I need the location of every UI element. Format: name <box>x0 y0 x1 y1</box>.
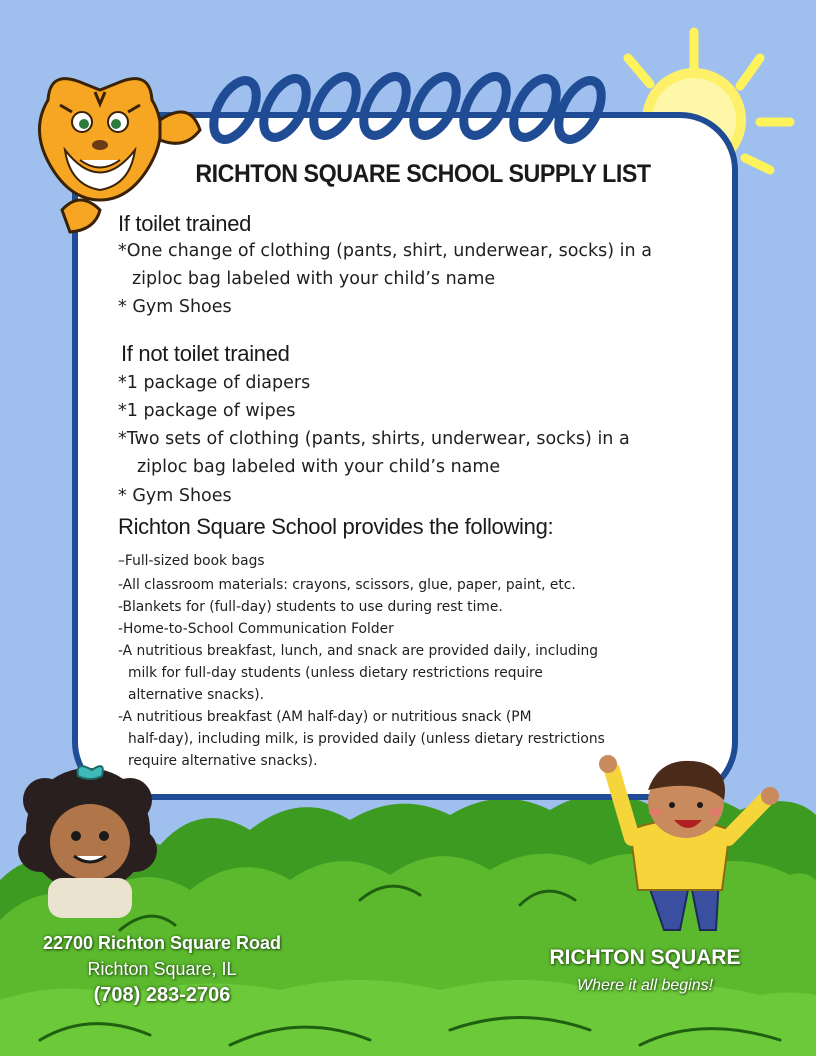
school-brand <box>540 943 750 999</box>
not-toilet-trained-line: * Gym Shoes <box>118 486 232 506</box>
toilet-trained-heading: If toilet trained <box>118 211 252 236</box>
not-toilet-trained-line: ziploc bag labeled with your child’s name <box>137 457 501 477</box>
brand-tagline: Where it all begins! <box>576 977 714 994</box>
provides-line: -All classroom materials: crayons, scissors, glue, paper, paint, etc. <box>118 577 576 593</box>
toilet-trained-line: * Gym Shoes <box>118 297 232 317</box>
toilet-trained-line: *One change of clothing (pants, shirt, underwear, socks) in a <box>118 241 652 261</box>
brand-name: RICHTON SQUARE <box>549 946 741 969</box>
provides-line: -Blankets for (full-day) students to use during rest time. <box>118 599 503 615</box>
not-toilet-trained-heading: If not toilet trained <box>121 341 290 366</box>
toilet-trained-line: ziploc bag labeled with your child’s name <box>132 269 496 289</box>
address-city: Richton Square, IL <box>87 959 237 979</box>
not-toilet-trained-line: *Two sets of clothing (pants, shirts, underwear, socks) in a <box>118 429 630 449</box>
provides-line: -A nutritious breakfast, lunch, and snack are provided daily, including <box>118 643 599 659</box>
provides-line: require alternative snacks). <box>128 753 318 769</box>
not-toilet-trained-line: *1 package of wipes <box>118 401 296 421</box>
not-toilet-trained-line: *1 package of diapers <box>118 373 311 393</box>
provides-line: milk for full-day students (unless dietary restrictions require <box>128 665 543 681</box>
address-street: 22700 Richton Square Road <box>42 933 282 953</box>
page-title: RICHTON SQUARE SCHOOL SUPPLY LIST <box>195 160 651 188</box>
provides-line: -Home-to-School Communication Folder <box>118 621 394 637</box>
provides-line: alternative snacks). <box>128 687 265 703</box>
school-address <box>30 930 294 1008</box>
provides-heading: Richton Square School provides the following: <box>118 514 554 539</box>
address-phone: (708) 283-2706 <box>93 984 231 1006</box>
provides-line: –Full-sized book bags <box>118 553 265 569</box>
provides-line: half-day), including milk, is provided daily (unless dietary restrictions <box>128 731 605 747</box>
provides-line: -A nutritious breakfast (AM half-day) or nutritious snack (PM <box>118 709 532 725</box>
